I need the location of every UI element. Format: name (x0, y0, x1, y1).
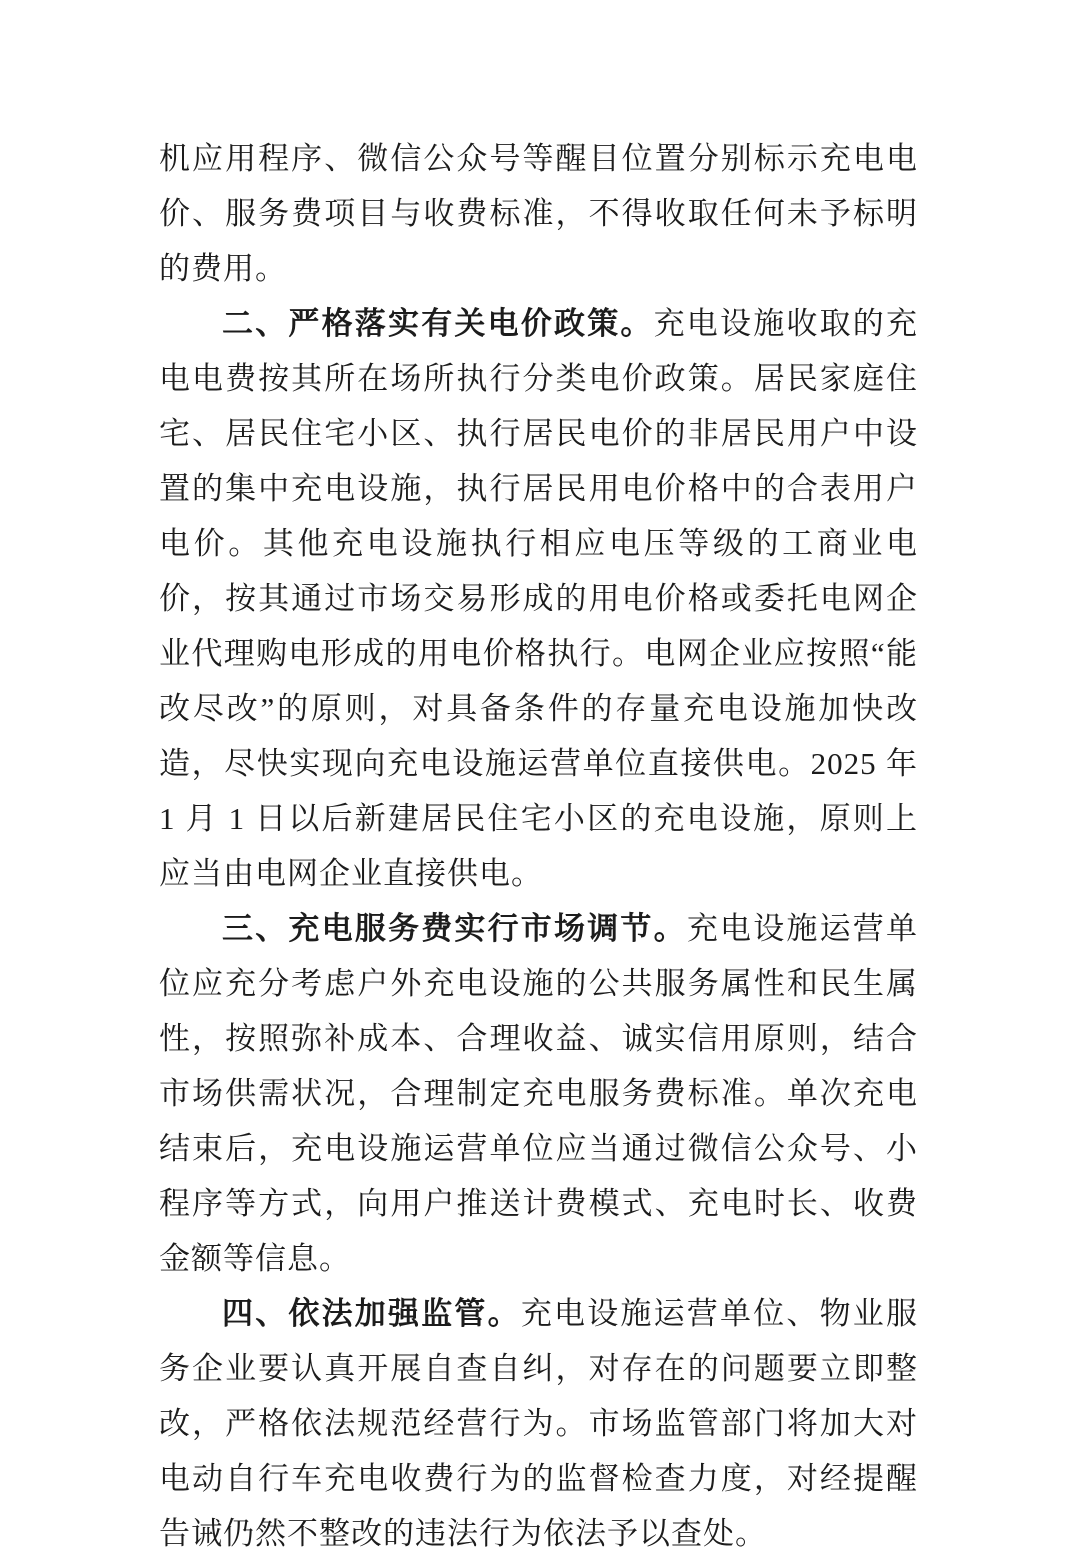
paragraph-text: 充电设施运营单位应充分考虑户外充电设施的公共服务属性和民生属性，按照弥补成本、合理收益、诚实信用原则，结合市场供需状况，合理制定充电服务费标准。单次充电结束后，充电设施运营单位应当通过微信公众号、小程序等方式，向用户推送计费模式、充电时长、收费金额等信息。 (159, 911, 919, 1276)
paragraph-section-3 (159, 901, 918, 1286)
paragraph-text: 充电设施收取的充电电费按其所在场所执行分类电价政策。居民家庭住宅、居民住宅小区、执行居民电价的非居民用户中设置的集中充电设施，执行居民用电价格中的合表用户电价。其他充电设施执行相应电压等级的工商业电价，按其通过市场交易形成的用电价格或委托电网企业代理购电形成的用电价格执行。电网企业应按照“能改尽改”的原则，对具备条件的存量充电设施加快改造，尽快实现向充电设施运营单位直接供电。2025 年 1 月 1 日以后新建居民住宅小区的充电设施，原则上应当由电网企业直接供电。 (159, 306, 919, 891)
section-3-heading: 三、充电服务费实行市场调节。 (222, 911, 687, 946)
paragraph-section-2 (159, 296, 918, 901)
paragraph-text: 充电设施运营单位、物业服务企业要认真开展自查自纠，对存在的问题要立即整改，严格依法规范经营行为。市场监管部门将加大对电动自行车充电收费行为的监督检查力度，对经提醒告诫仍然不整改的违法行为依法予以查处。 (159, 1296, 919, 1551)
section-4-heading: 四、依法加强监管。 (222, 1296, 521, 1331)
section-2-heading: 二、严格落实有关电价政策。 (222, 306, 654, 341)
paragraph-text: 机应用程序、微信公众号等醒目位置分别标示充电电价、服务费项目与收费标准，不得收取任何未予标明的费用。 (159, 141, 918, 286)
paragraph-continuation (159, 131, 918, 296)
